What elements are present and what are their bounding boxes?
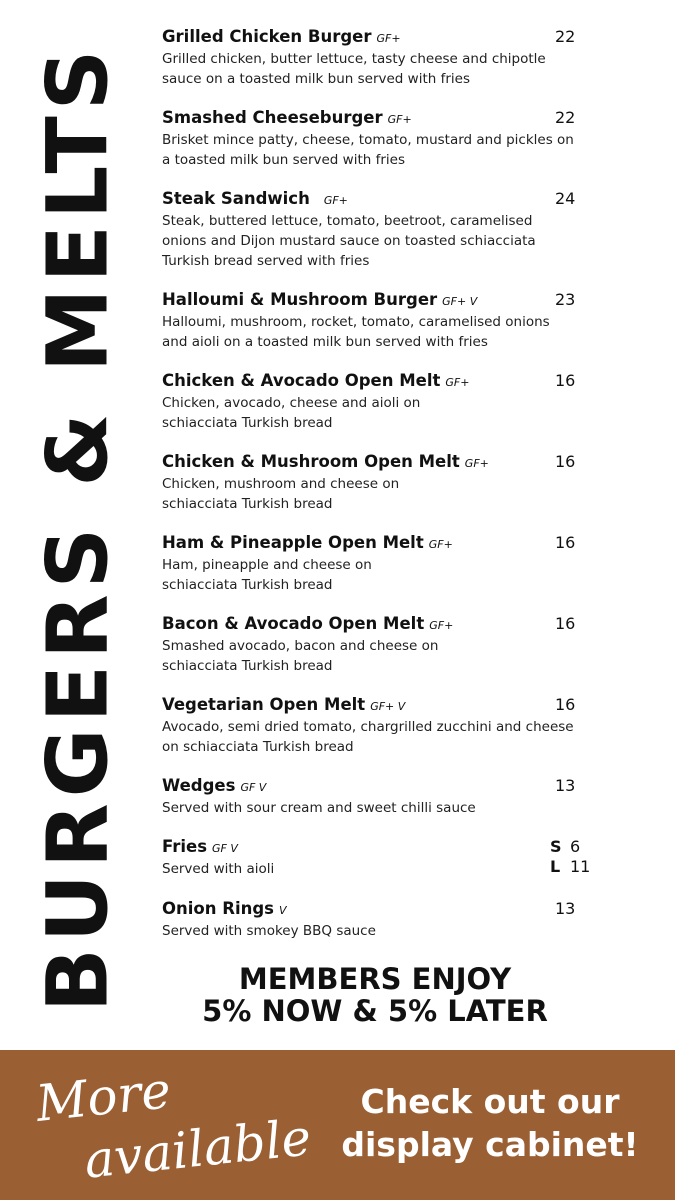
item-name: Vegetarian Open Melt — [162, 695, 366, 714]
menu-item-onion-rings — [162, 899, 587, 941]
menu-item-smashed-cheeseburger — [162, 108, 587, 170]
dietary-tags: GF+ — [387, 113, 412, 126]
item-description: Avocado, semi dried tomato, chargrilled zucchini and cheese on schiacciata Turkish bread — [162, 719, 574, 755]
members-promo — [160, 963, 590, 1027]
section-title: BURGERS & MELTS — [28, 43, 126, 1012]
item-price: 16 — [555, 452, 576, 471]
size-price-large — [550, 857, 590, 877]
item-name: Grilled Chicken Burger — [162, 27, 372, 46]
item-price: 13 — [555, 776, 576, 795]
item-description: Served with smokey BBQ sauce — [162, 923, 376, 939]
item-name: Ham & Pineapple Open Melt — [162, 533, 424, 552]
dietary-tags: GF V — [240, 781, 267, 794]
menu-item-ham-pineapple-open-melt — [162, 533, 587, 595]
item-name: Steak Sandwich — [162, 189, 310, 208]
item-name: Fries — [162, 837, 208, 856]
cta-line-2: display cabinet! — [341, 1125, 639, 1164]
menu-item-chicken-avocado-open-melt — [162, 371, 587, 433]
cta-line-1: Check out our — [360, 1082, 620, 1121]
size-label: L — [550, 857, 561, 876]
item-price: 22 — [555, 27, 576, 46]
item-description: Grilled chicken, butter lettuce, tasty cheese and chipotle sauce on a toasted milk bun served with fries — [162, 51, 546, 87]
item-name: Halloumi & Mushroom Burger — [162, 290, 438, 309]
item-price: 16 — [555, 371, 576, 390]
menu-item-bacon-avocado-open-melt — [162, 614, 587, 676]
dietary-tags: GF+ — [445, 376, 470, 389]
item-description: Steak, buttered lettuce, tomato, beetroot, caramelised onions and Dijon mustard sauce on toasted schiacciata Turkish bread served with fries — [162, 213, 536, 269]
item-description: Chicken, mushroom and cheese on schiacciata Turkish bread — [162, 476, 400, 512]
dietary-tags: GF+ — [464, 457, 489, 470]
dietary-tags: GF+ — [428, 538, 453, 551]
script-available: available — [81, 1108, 314, 1190]
promo-line-1: MEMBERS ENJOY — [238, 962, 512, 996]
dietary-tags: GF+ V — [370, 700, 406, 713]
item-description: Chicken, avocado, cheese and aioli on schiacciata Turkish bread — [162, 395, 421, 431]
item-name: Onion Rings — [162, 899, 274, 918]
size-price-small — [550, 837, 580, 857]
item-name: Wedges — [162, 776, 236, 795]
size-price: 6 — [570, 837, 581, 856]
display-cabinet-callout — [325, 1080, 655, 1166]
dietary-tags: GF+ — [429, 619, 454, 632]
item-price: 16 — [555, 614, 576, 633]
item-description: Halloumi, mushroom, rocket, tomato, caramelised onions and aioli on a toasted milk bun served with fries — [162, 314, 550, 350]
size-price: 11 — [570, 857, 591, 876]
menu-item-steak-sandwich — [162, 189, 587, 271]
menu-item-wedges — [162, 776, 587, 818]
item-price: 22 — [555, 108, 576, 127]
item-name: Chicken & Avocado Open Melt — [162, 371, 441, 390]
promo-line-2: 5% NOW & 5% LATER — [202, 994, 548, 1028]
dietary-tags: GF V — [212, 842, 238, 855]
script-more: More — [33, 1061, 174, 1133]
size-label: S — [550, 837, 562, 856]
item-description: Served with aioli — [162, 861, 275, 877]
item-description: Smashed avocado, bacon and cheese on schiacciata Turkish bread — [162, 638, 439, 674]
item-description: Brisket mince patty, cheese, tomato, mustard and pickles on a toasted milk bun served with fries — [162, 132, 574, 168]
item-price: 16 — [555, 533, 576, 552]
dietary-tags: GF+ — [323, 194, 348, 207]
item-description: Served with sour cream and sweet chilli sauce — [162, 800, 476, 816]
menu-item-chicken-mushroom-open-melt — [162, 452, 587, 514]
menu-item-halloumi-mushroom-burger — [162, 290, 587, 352]
item-price: 13 — [555, 899, 576, 918]
item-description: Ham, pineapple and cheese on schiacciata Turkish bread — [162, 557, 372, 593]
item-price: 16 — [555, 695, 576, 714]
dietary-tags: V — [279, 904, 287, 917]
dietary-tags: GF+ — [376, 32, 401, 45]
section-title-wrapper — [28, 40, 126, 1015]
dietary-tags: GF+ V — [442, 295, 478, 308]
item-name: Chicken & Mushroom Open Melt — [162, 452, 460, 471]
bottom-banner — [0, 1050, 675, 1200]
item-name: Bacon & Avocado Open Melt — [162, 614, 425, 633]
item-price: 23 — [555, 290, 576, 309]
menu-item-vegetarian-open-melt — [162, 695, 587, 757]
item-name: Smashed Cheeseburger — [162, 108, 383, 127]
menu-item-fries — [162, 837, 587, 879]
item-price: 24 — [555, 189, 576, 208]
menu-item-grilled-chicken-burger — [162, 27, 587, 89]
